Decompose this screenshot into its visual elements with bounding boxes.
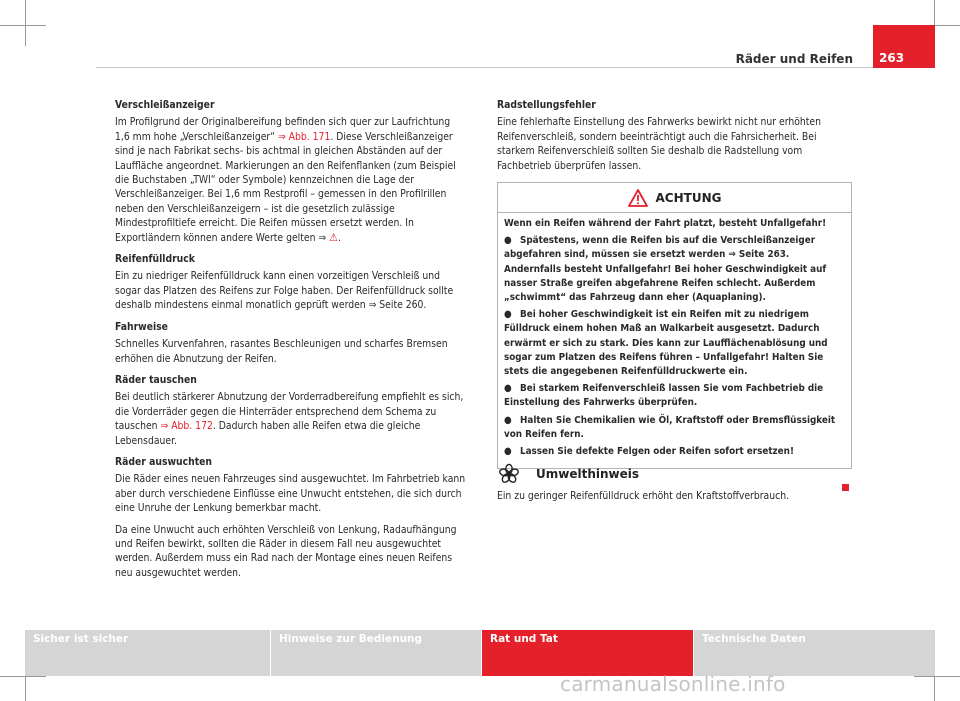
section-title-verschleissanzeiger: Verschleißanzeiger — [115, 99, 215, 111]
paragraph-auswuchten-2: Da eine Unwucht auch erhöhten Verschleiß von Lenkung, Radaufhängung und Reifen bewirkt, sollten die Räder in diesem Fall neu ausgewuchtet werden. Außerdem muss ein Rad nach der Montage eines neuen Reifens neu ausgewuchtet werden. — [115, 523, 457, 579]
warning-title: ACHTUNG — [655, 190, 722, 205]
paragraph-fahrweise: Schnelles Kurvenfahren, rasantes Beschleunigen und scharfes Bremsen erhöhen die Abnutzung der Reifen. — [115, 338, 448, 365]
warning-item: ● Lassen Sie defekte Felgen oder Reifen sofort ersetzen! — [504, 445, 845, 459]
crop-mark — [914, 676, 960, 677]
paragraph-reifenfuelldruck: Ein zu niedriger Reifenfülldruck kann einen vorzeitigen Verschleiß und sogar das Platzen des Reifens zur Folge haben. Der Reifenfülldruck sollte deshalb mindestens einmal monatlich geprüft werden ⇒ Seite 260. — [115, 270, 454, 312]
section-title-radstellungsfehler: Radstellungsfehler — [497, 99, 596, 111]
warning-box — [497, 182, 852, 469]
section-title-reifenfuelldruck: Reifenfülldruck — [115, 253, 195, 266]
warning-item: ● Halten Sie Chemikalien wie Öl, Kraftstoff oder Bremsflüssigkeit von Reifen fern. — [504, 414, 836, 440]
section-title-fahrweise: Fahrweise — [115, 320, 168, 333]
bullet: ● — [504, 235, 512, 247]
bullet: ● — [504, 414, 512, 426]
warning-item: ● Bei starkem Reifenverschleiß lassen Sie vom Fachbetrieb die Einstellung des Fahrwerks überprüfen. — [504, 383, 824, 409]
paragraph-auswuchten-1: Die Räder eines neuen Fahrzeuges sind ausgewuchtet. Im Fahrbetrieb kann aber durch verschiedene Einflüsse eine Unwucht entstehen, die sich durch eine Unruhe der Lenkung bemerkbar macht. — [115, 473, 466, 515]
warning-ref-icon[interactable]: ⚠ — [329, 230, 338, 244]
left-column — [115, 98, 467, 587]
bullet: ● — [504, 446, 512, 458]
warning-lead: Wenn ein Reifen während der Fahrt platzt, besteht Unfallgefahr! — [504, 218, 827, 229]
environment-header — [497, 460, 857, 488]
flower-icon — [498, 463, 520, 485]
paragraph-verschleissanzeiger: Im Profilgrund der Originalbereifung befinden sich quer zur Laufrichtung 1,6 mm hohe „Verschleißanzeiger“ ⇒ Abb. 171. Diese Verschleißanzeiger sind je nach Fabrikat sechs- bis achtmal in gleichen Abständen auf der Lauffläche angeordnet. Markierungen an den Reifenflanken (zum Beispiel die Buchstaben „TWI“ oder Symbole) kennzeichnen die Lage der Verschleißanzeiger. Bei 1,6 mm Restprofil – gemessen in den Profilrillen neben den Verschleißanzeigern – ist die gesetzlich zulässige Mindestprofiltiefe erreicht. Die Reifen müssen ersetzt werden. In Exportländern können andere Werte gelten ⇒ ⚠. — [115, 116, 456, 244]
environment-note — [497, 460, 857, 503]
footer-tab-hinweise-zur-bedienung[interactable]: Hinweise zur Bedienung — [271, 630, 481, 676]
figure-link-171[interactable]: ⇒ Abb. 171 — [277, 130, 331, 143]
crop-mark — [0, 676, 46, 677]
page-number: 263 — [879, 51, 905, 65]
crop-mark — [0, 25, 46, 26]
paragraph-radstellungsfehler: Eine fehlerhafte Einstellung des Fahrwerks bewirkt nicht nur erhöhten Reifenverschleiß, sondern beeinträchtigt auch die Fahrsicherheit. Bei starkem Reifenverschleiß sollten Sie deshalb die Radstellung vom Fachbetrieb überprüfen lassen. — [497, 116, 821, 172]
watermark: carmanualsonline.info — [560, 672, 786, 696]
running-title: Räder und Reifen — [735, 52, 853, 66]
warning-header — [498, 183, 851, 213]
footer-nav — [25, 630, 935, 676]
environment-text: Ein zu geringer Reifenfülldruck erhöht den Kraftstoffverbrauch. — [497, 490, 790, 502]
warning-triangle-icon — [628, 189, 648, 207]
paragraph-raeder-tauschen: Bei deutlich stärkerer Abnutzung der Vorderradbereifung empfiehlt es sich, die Vorderräder gegen die Hinterräder entsprechend dem Schema zu tauschen ⇒ Abb. 172. Dadurch haben alle Reifen etwa die gleiche Lebensdauer. — [115, 391, 464, 447]
section-end-marker — [842, 484, 849, 491]
footer-tab-technische-daten[interactable]: Technische Daten — [694, 630, 935, 676]
section-title-raeder-auswuchten: Räder auswuchten — [115, 455, 213, 468]
warning-item: ● Spätestens, wenn die Reifen bis auf die Verschleißanzeiger abgefahren sind, müssen sie ersetzt werden ⇒ Seite 263. Andernfalls besteht Unfallgefahr! Bei hoher Geschwindigkeit auf nasser Straße greifen abgefahrene Reifen schlecht. Außerdem „schwimmt“ das Fahrzeug dann eher (Aquaplaning). — [504, 235, 827, 304]
figure-link-172[interactable]: ⇒ Abb. 172 — [160, 420, 213, 433]
warning-body — [498, 213, 851, 468]
crop-mark — [25, 0, 26, 46]
bullet: ● — [504, 309, 512, 321]
header-rule — [96, 67, 935, 68]
section-title-raeder-tauschen: Räder tauschen — [115, 373, 197, 386]
warning-item: ● Bei hoher Geschwindigkeit ist ein Reifen mit zu niedrigem Fülldruck einem hohen Maß an Walkarbeit ausgesetzt. Dadurch erwärmt er sich zu stark. Dies kann zur Laufflächenablösung und sogar zum Platzen des Reifens führen – Unfallgefahr! Halten Sie stets die angegebenen Reifenfülldruckwerte ein. — [504, 309, 828, 378]
environment-title: Umwelthinweis — [536, 467, 640, 481]
footer-tab-sicher-ist-sicher[interactable]: Sicher ist sicher — [25, 630, 270, 676]
bullet: ● — [504, 383, 512, 395]
footer-tab-rat-und-tat[interactable]: Rat und Tat — [482, 630, 693, 676]
right-column — [497, 98, 852, 180]
